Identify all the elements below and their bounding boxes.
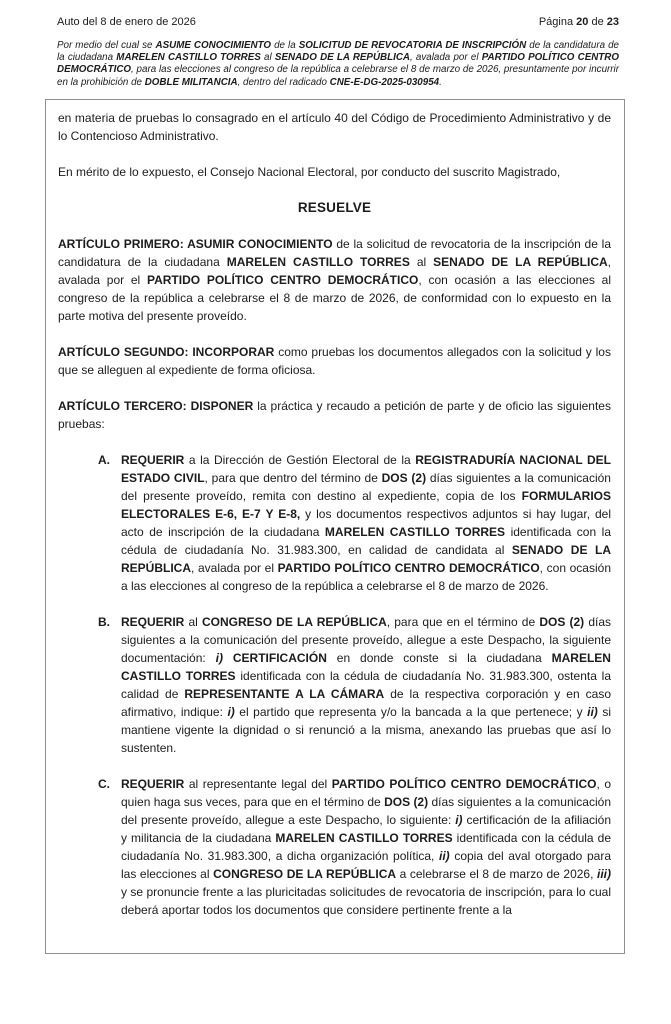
paragraph-articulo-tercero: ARTÍCULO TERCERO: DISPONER la práctica y recaudo a petición de parte y de oficio las siguientes pruebas: [58,398,611,431]
page-header [45,15,625,29]
list-item-text: REQUERIR al representante legal del PARTIDO POLÍTICO CENTRO DEMOCRÁTICO, o quien haga sus veces, para que en el término de DOS (2) días siguientes a la comunicación del presente proveído, allegue a este Despacho, lo siguiente: i) certificación de la afiliación y militancia de la ciudadana MARELEN CASTILLO TORRES identificada con la cédula de ciudadanía No. 31.983.300, a dicha organización política, ii) copia del aval otorgado para las elecciones al CONGRESO DE LA REPÚBLICA a celebrarse el 8 de marzo de 2026, iii) y se pronuncie frente a las pluricitadas solicitudes de revocatoria de inscripción, para lo cual deberá aportar todos los documentos que considere pertinente frente a la [121,776,612,917]
list-item-a [98,451,611,595]
paragraph-articulo-primero: ARTÍCULO PRIMERO: ASUMIR CONOCIMIENTO de la solicitud de revocatoria de la inscripción de la candidatura de la ciudadana MARELEN CASTILLO TORRES al SENADO DE LA REPÚBLICA, avalada por el PARTIDO POLÍTICO CENTRO DEMOCRÁTICO, con ocasión a las elecciones al congreso de la república a celebrarse el 8 de marzo de 2026, de conformidad con lo expuesto en la parte motiva del presente proveído. [58,236,612,323]
list-item-text: REQUERIR al CONGRESO DE LA REPÚBLICA, para que en el término de DOS (2) días siguientes a la comunicación del presente proveído, allegue a este Despacho, la siguiente documentación: i) CERTIFICACIÓN en donde conste si la ciudadana MARELEN CASTILLO TORRES identificada con la cédula de ciudadanía No. 31.983.300, ostenta la calidad de REPRESENTANTE A LA CÁMARA de la respectiva corporación y en caso afirmativo, indique: i) el partido que representa y/o la bancada a la que pertenece; y ii) si mantiene vigente la dignidad o si renunció a la misma, anexando las pruebas que así lo sustenten. [121,614,612,755]
list-item-label: A. [98,452,110,467]
list-item-label: B. [98,614,110,629]
resuelve-heading: RESUELVE [297,199,372,215]
evidence-list [58,451,611,919]
header-date: Auto del 8 de enero de 2026 [57,16,196,28]
list-item-label: C. [98,776,110,791]
case-subject: Por medio del cual se ASUME CONOCIMIENTO de la SOLICITUD DE REVOCATORIA DE INSCRIPCIÓN de la candidatura de la ciudadana MARELEN CASTILLO TORRES al SENADO DE LA REPÚBLICA, avalada por el PARTIDO POLÍTICO CENTRO DEMOCRÁTICO, para las elecciones al congreso de la república a celebrarse el 8 de marzo de 2026, presuntamente por incurrir en la prohibición de DOBLE MILITANCIA, dentro del radicado CNE-E-DG-2025-030954. [57,40,619,88]
content-box [45,99,625,954]
list-item-c [98,775,611,919]
paragraph-merito: En mérito de lo expuesto, el Consejo Nacional Electoral, por conducto del suscrito Magistrado, [58,164,561,179]
list-item-b [98,613,611,757]
header-page-number: Página 20 de 23 [538,16,619,28]
list-item-text: REQUERIR a la Dirección de Gestión Electoral de la REGISTRADURÍA NACIONAL DEL ESTADO CIVIL, para que dentro del término de DOS (2) días siguientes a la comunicación del presente proveído, remita con destino al expediente, copia de los FORMULARIOS ELECTORALES E-6, E-7 Y E-8, y los documentos respectivos adjuntos si hay lugar, del acto de inscripción de la ciudadana MARELEN CASTILLO TORRES identificada con la cédula de ciudadanía No. 31.983.300, en calidad de candidata al SENADO DE LA REPÚBLICA, avalada por el PARTIDO POLÍTICO CENTRO DEMOCRÁTICO, con ocasión a las elecciones al congreso de la república a celebrarse el 8 de marzo de 2026. [121,452,612,593]
paragraph-intro: en materia de pruebas lo consagrado en el artículo 40 del Código de Procedimiento Administrativo y de lo Contencioso Administrativo. [58,110,611,143]
paragraph-articulo-segundo: ARTÍCULO SEGUNDO: INCORPORAR como pruebas los documentos allegados con la solicitud y los que se alleguen al expediente de forma oficiosa. [58,344,611,377]
